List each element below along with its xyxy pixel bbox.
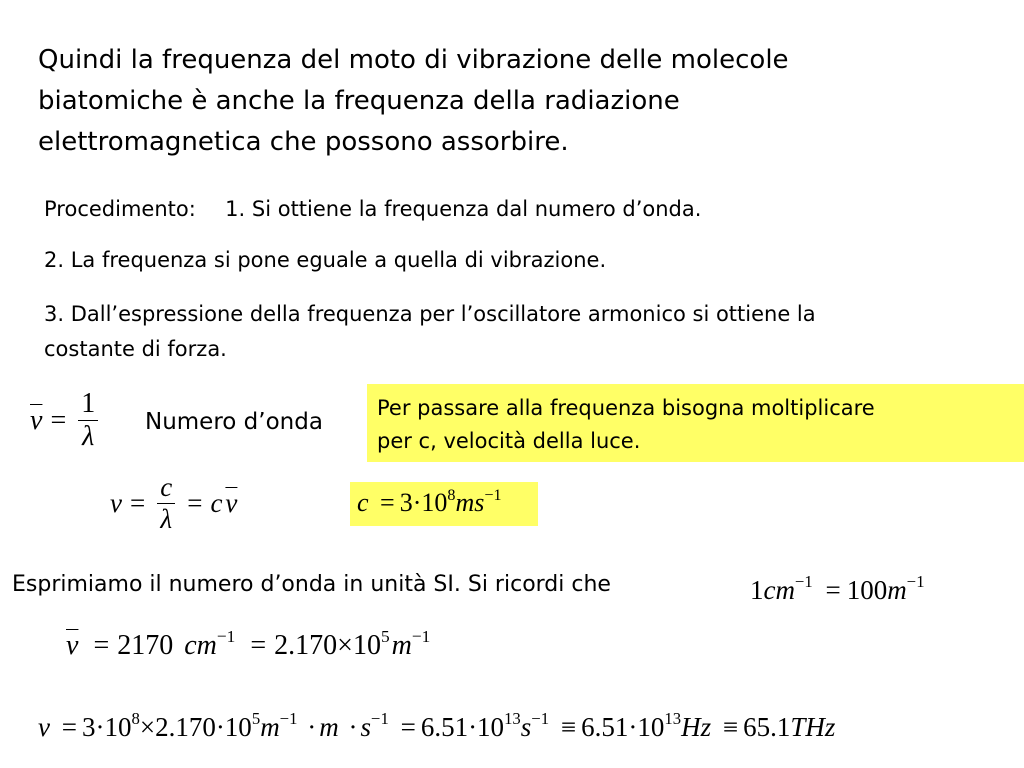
fraction-numerator: c: [160, 472, 173, 502]
procedure-step-1-text: 1. Si ottiene la frequenza dal numero d’onda.: [225, 197, 702, 221]
frequency-value-hz: 6.51·10: [581, 712, 665, 742]
wavenumber-label: Numero d’onda: [145, 409, 323, 435]
equals-sign: =: [93, 630, 110, 661]
procedure-label: Procedimento:: [44, 197, 196, 221]
fraction-denominator: λ: [82, 421, 95, 452]
equals-sign: =: [187, 488, 203, 518]
m-exponent: −1: [411, 626, 431, 646]
m-unit: m: [260, 712, 280, 742]
c-unit: ms: [455, 488, 485, 517]
cm-unit: cm: [184, 630, 217, 661]
nu-symbol: ν: [110, 488, 122, 518]
light-speed-value-box: [350, 482, 538, 526]
wavenumber-exponent: 5: [251, 709, 261, 729]
fraction-c-over-lambda: [157, 474, 175, 533]
c-unit-exponent: −1: [484, 486, 502, 504]
note-line-1: Per passare alla frequenza bisogna moltiplicare: [377, 396, 875, 420]
intro-line-2: biatomiche è anche la frequenza della radiazione: [38, 86, 680, 116]
nu-bar-symbol: $\overline{\nu}$: [66, 630, 79, 661]
procedure-step-3: [44, 297, 816, 367]
unit-conversion-formula: [750, 572, 925, 606]
nu-bar-symbol: $\overline{\nu}$: [30, 404, 43, 436]
cm-exponent: −1: [216, 626, 236, 646]
c-symbol: c: [357, 488, 369, 517]
fraction-one-over-lambda: [78, 390, 98, 451]
m-unit: m: [887, 575, 907, 605]
wavenumber-formula: [30, 390, 102, 451]
s-unit: s: [520, 712, 532, 742]
intro-line-1: Quindi la frequenza del moto di vibrazione delle molecole: [38, 45, 789, 75]
one-value: 1: [750, 575, 764, 605]
dot-operator: ·: [348, 712, 358, 742]
frequency-value-thz: 65.1: [743, 712, 791, 742]
equals-sign: =: [400, 712, 416, 742]
s-exponent: −1: [371, 709, 389, 729]
equals-sign: =: [50, 404, 67, 436]
equals-sign: =: [250, 630, 267, 661]
procedure-step-2: 2. La frequenza si pone eguale a quella di vibrazione.: [44, 248, 607, 272]
note-line-2: per c, velocità della luce.: [377, 429, 641, 453]
frequency-exponent: 13: [664, 709, 682, 729]
hz-unit: Hz: [681, 712, 712, 742]
s-unit: s: [360, 712, 372, 742]
wavenumber-factor: ×2.170·10: [139, 712, 252, 742]
frequency-exponent: 13: [504, 709, 521, 729]
frequency-formula: [110, 474, 237, 533]
m-exponent: −1: [279, 709, 298, 729]
fraction-denominator: λ: [160, 504, 173, 534]
equals-sign: =: [825, 575, 841, 605]
thz-unit: THz: [790, 712, 836, 742]
c-symbol: c: [210, 488, 223, 518]
c-exponent: 8: [447, 486, 456, 504]
c-value: 3·10: [81, 712, 132, 742]
equals-sign: =: [380, 488, 395, 517]
nu-symbol: ν: [38, 712, 50, 742]
wavenumber-si-exponent: 5: [380, 626, 390, 646]
equivalence-sign: ≡: [722, 712, 739, 742]
s-exponent: −1: [531, 709, 550, 729]
nu-bar-symbol: $\overline{\nu}$: [225, 488, 238, 518]
intro-paragraph: [38, 40, 789, 163]
fraction-numerator: 1: [81, 388, 96, 419]
cm-unit: cm: [763, 575, 795, 605]
wavenumber-value-formula: [66, 626, 431, 662]
cm-exponent: −1: [794, 572, 813, 592]
wavenumber-si-value: 2.170×10: [274, 630, 381, 661]
wavenumber-cm-value: 2170: [117, 630, 174, 661]
c-value: 3·10: [399, 488, 448, 517]
procedure-step-1: [44, 197, 701, 221]
equals-sign: =: [61, 712, 77, 742]
procedure-step-3-line-1: 3. Dall’espressione della frequenza per l’oscillatore armonico si ottiene la: [44, 302, 816, 326]
m-unit: m: [319, 712, 339, 742]
light-speed-note: [367, 384, 1024, 462]
si-units-text: Esprimiamo il numero d’onda in unità SI. Si ricordi che: [12, 572, 611, 597]
m-exponent: −1: [906, 572, 925, 592]
c-exponent: 8: [131, 709, 140, 729]
intro-line-3: elettromagnetica che possono assorbire.: [38, 127, 569, 157]
procedure-step-3-line-2: costante di forza.: [44, 337, 227, 361]
dot-operator: ·: [307, 712, 317, 742]
equivalence-sign: ≡: [560, 712, 577, 742]
frequency-value: 6.51·10: [420, 712, 505, 742]
final-frequency-formula: [38, 709, 836, 743]
m-unit: m: [391, 630, 412, 661]
equals-sign: =: [129, 488, 146, 518]
hundred-value: 100: [846, 575, 888, 605]
